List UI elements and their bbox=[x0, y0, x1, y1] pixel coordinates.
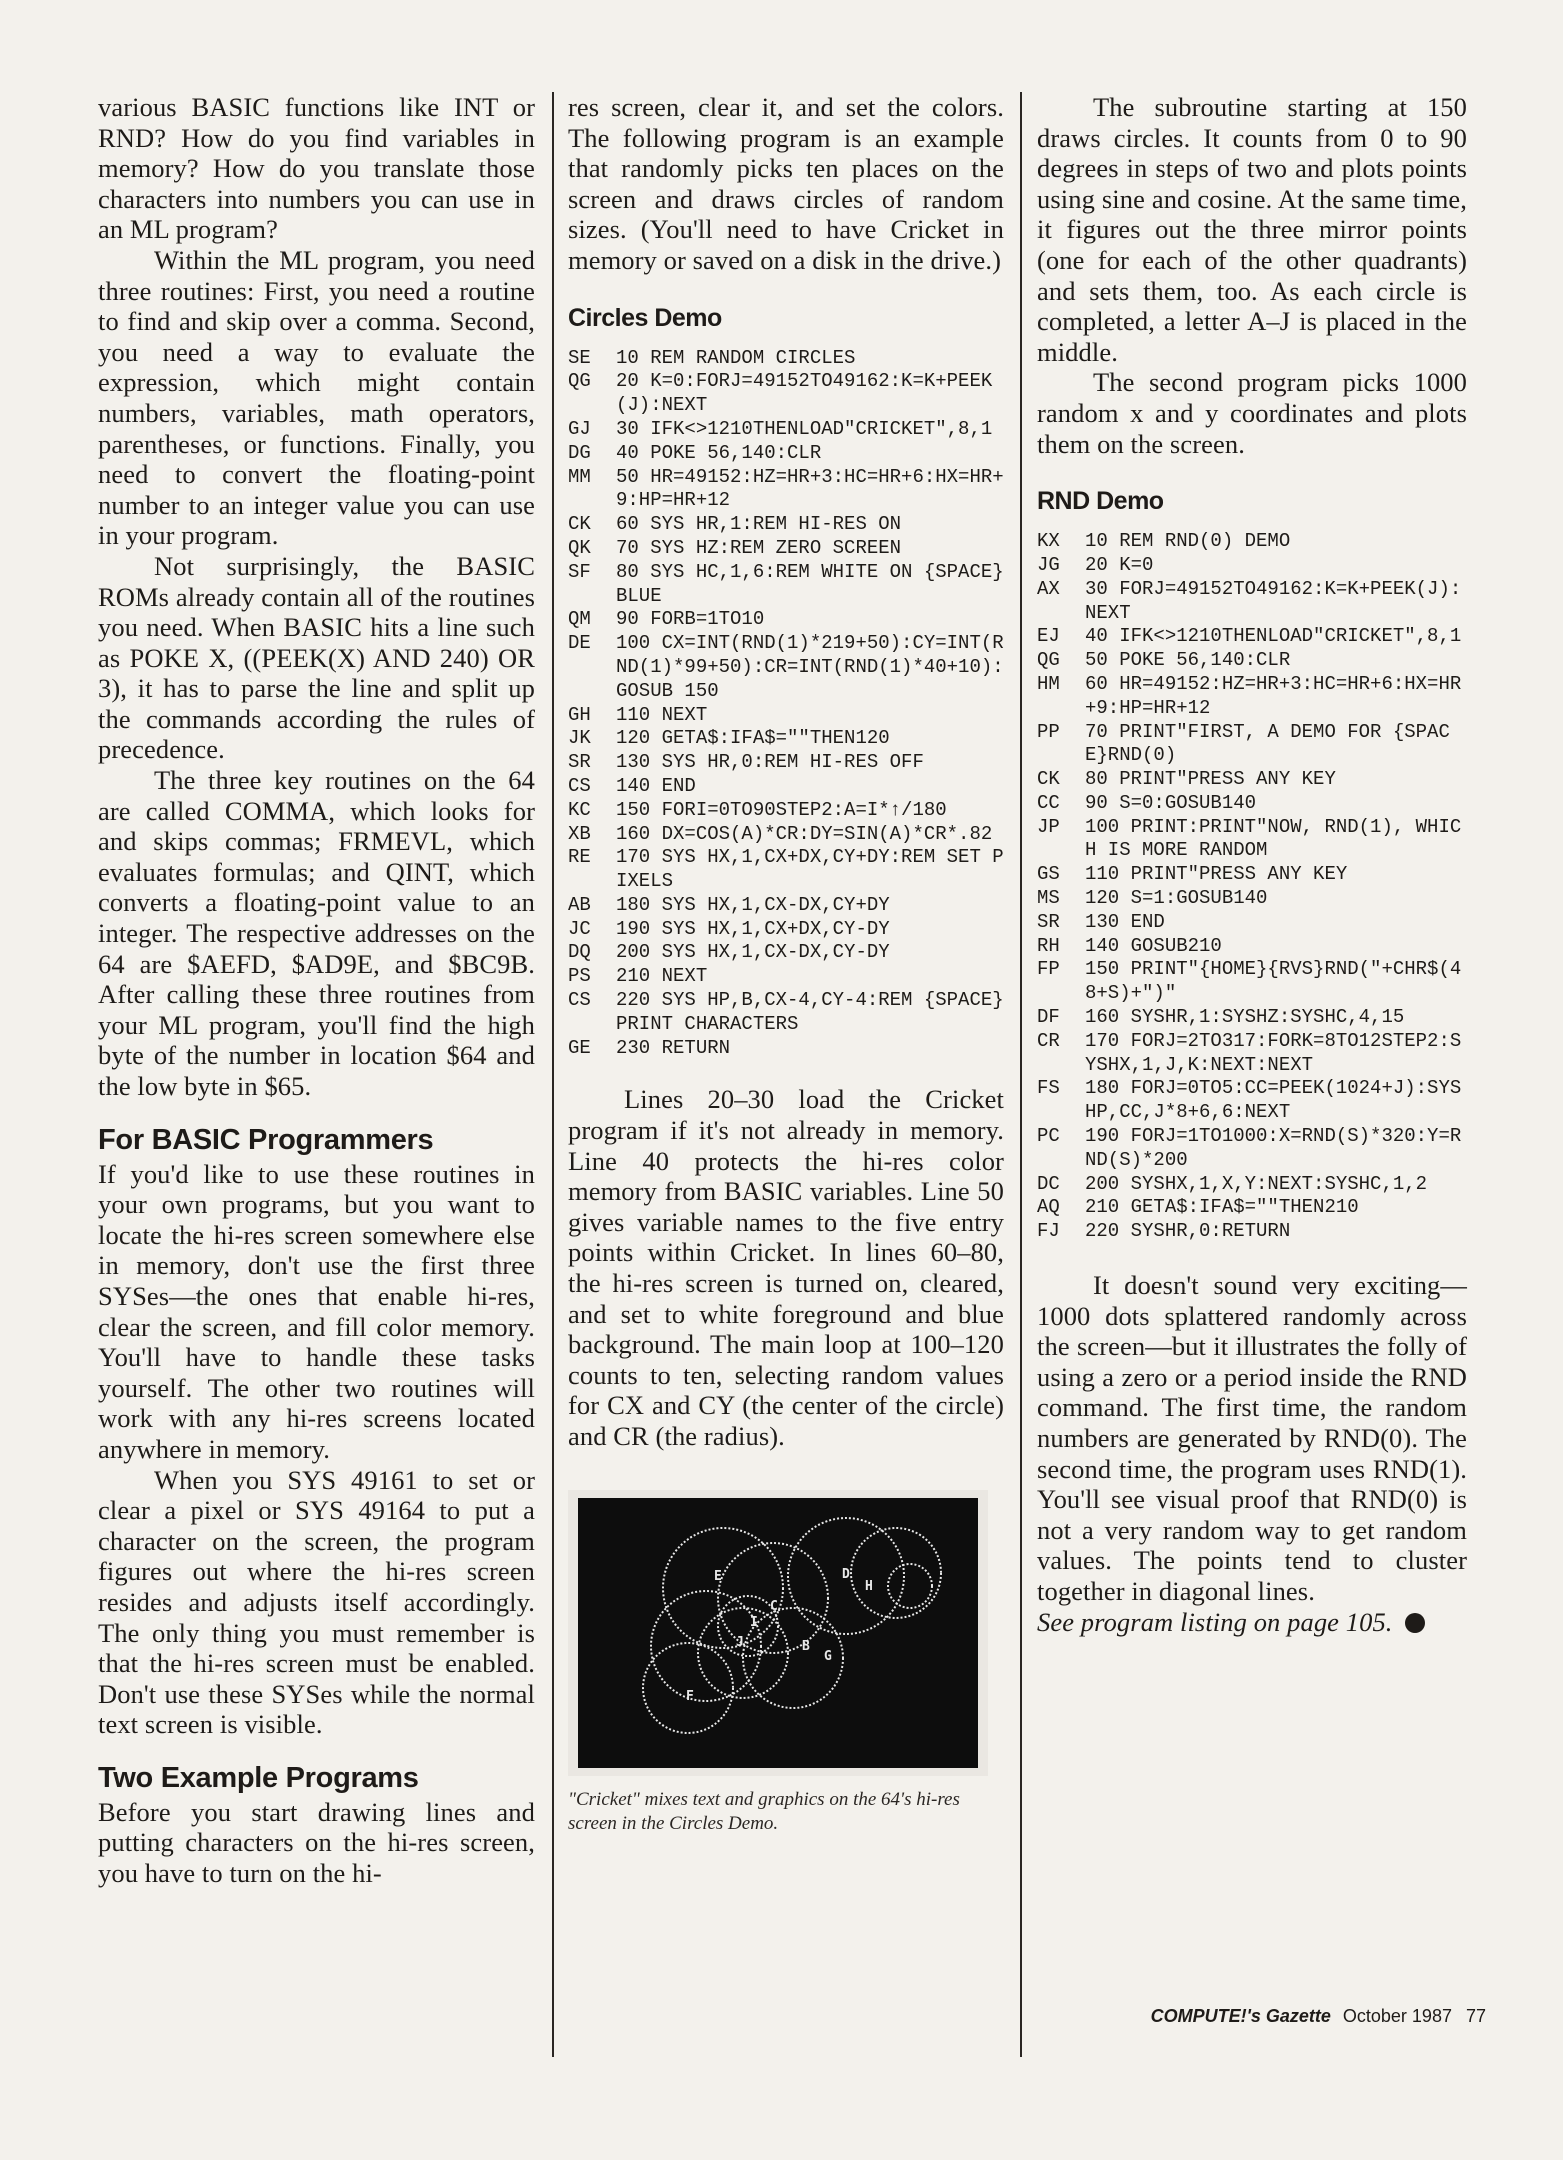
code-line bbox=[568, 513, 1004, 537]
checksum: SR bbox=[1037, 910, 1060, 933]
code-line bbox=[1037, 554, 1467, 578]
checksum: SF bbox=[568, 560, 591, 583]
code-text: 110 PRINT"PRESS ANY KEY bbox=[1085, 863, 1348, 886]
code-text: 140 END bbox=[616, 774, 696, 797]
code-text: 160 DX=COS(A)*CR:DY=SIN(A)*CR*.82 bbox=[616, 822, 993, 845]
page-number: 77 bbox=[1465, 2006, 1486, 2026]
end-mark-icon bbox=[1405, 1613, 1425, 1633]
code-line bbox=[1037, 1196, 1467, 1220]
code-line bbox=[1037, 1030, 1467, 1078]
code-line bbox=[1037, 816, 1467, 864]
circle-letter: C bbox=[770, 1598, 778, 1614]
code-text: 10 REM RND(0) DEMO bbox=[1085, 530, 1291, 553]
section-heading-basic-programmers: For BASIC Programmers bbox=[98, 1123, 434, 1156]
checksum: FP bbox=[1037, 958, 1060, 981]
code-text: 150 PRINT"{HOME}{RVS}RND("+CHR$(48+S)+")" bbox=[1085, 958, 1462, 1005]
code-line bbox=[1037, 911, 1467, 935]
code-line bbox=[1037, 530, 1467, 554]
checksum: CC bbox=[1037, 791, 1060, 814]
code-text: 10 REM RANDOM CIRCLES bbox=[616, 346, 856, 369]
code-text: 120 S=1:GOSUB140 bbox=[1085, 887, 1268, 910]
program-listing-reference: See program listing on page 105. bbox=[1037, 1606, 1393, 1637]
checksum: HM bbox=[1037, 672, 1060, 695]
checksum: CS bbox=[568, 989, 591, 1012]
code-line bbox=[568, 894, 1004, 918]
screen-background bbox=[578, 1498, 978, 1768]
code-text: 80 PRINT"PRESS ANY KEY bbox=[1085, 768, 1336, 791]
checksum: DC bbox=[1037, 1172, 1060, 1195]
checksum: KC bbox=[568, 798, 591, 821]
checksum: JP bbox=[1037, 815, 1060, 838]
code-text: 170 FORJ=2TO317:FORK=8TO12STEP2:SYSHX,1,J,K:NEXT:NEXT bbox=[1085, 1029, 1462, 1076]
circle-letter: E bbox=[714, 1568, 722, 1584]
paragraph: If you'd like to use these routines in your own programs, but you want to locate the hi-res screen somewhere else in memory, don't use the first three SYSes—the ones that enable hi-res, clear the screen, and fill color memory. You'll have to handle these tasks yourself. The other two routines will work with any hi-res screens located anywhere in memory. bbox=[98, 1158, 535, 1464]
circle-letter: I bbox=[750, 1614, 758, 1630]
code-text: 220 SYS HP,B,CX-4,CY-4:REM {SPACE}PRINT CHARACTERS bbox=[616, 989, 1004, 1035]
code-line bbox=[568, 442, 1004, 466]
checksum: PS bbox=[568, 965, 591, 988]
paragraph: res screen, clear it, and set the colors. The following program is an example that randomly picks ten places on the screen and draws circles of random sizes. (You'll need to have Cricket in memory or saved on a disk in the drive.) bbox=[568, 92, 1004, 275]
code-text: 80 SYS HC,1,6:REM WHITE ON {SPACE}BLUE bbox=[616, 560, 1004, 607]
paragraph: various BASIC functions like INT or RND? How do you find variables in memory? How do you translate those characters into numbers you can use in an ML program? bbox=[98, 92, 535, 245]
code-text: 90 FORB=1TO10 bbox=[616, 608, 765, 631]
checksum: GH bbox=[568, 703, 591, 726]
code-line bbox=[568, 727, 1004, 751]
code-text: 180 FORJ=0TO5:CC=PEEK(1024+J):SYSHP,CC,J*8+6,6:NEXT bbox=[1085, 1077, 1462, 1124]
column-3 bbox=[1037, 92, 1467, 1637]
code-line bbox=[1037, 935, 1467, 959]
column-1 bbox=[98, 92, 535, 1889]
code-line bbox=[1037, 578, 1467, 626]
code-line bbox=[568, 989, 1004, 1037]
checksum: GE bbox=[568, 1036, 591, 1059]
code-line bbox=[568, 466, 1004, 514]
circle-letter: D bbox=[842, 1566, 850, 1582]
circle-letter: J bbox=[736, 1634, 744, 1650]
code-text: 50 HR=49152:HZ=HR+3:HC=HR+6:HX=HR+9:HP=HR+12 bbox=[616, 465, 1004, 512]
checksum: GS bbox=[1037, 863, 1060, 886]
checksum: RH bbox=[1037, 934, 1060, 957]
code-line bbox=[568, 418, 1004, 442]
code-line bbox=[568, 751, 1004, 775]
code-text: 70 PRINT"FIRST, A DEMO FOR {SPACE}RND(0) bbox=[1085, 720, 1450, 767]
circle-letter: B bbox=[802, 1638, 810, 1654]
code-text: 220 SYSHR,0:RETURN bbox=[1085, 1220, 1291, 1243]
checksum: QK bbox=[568, 536, 591, 559]
paragraph: Within the ML program, you need three routines: First, you need a routine to find and skip over a comma. Second, you need a way to evaluate the expression, which might contain numbers, variables, math operators, parentheses, or functions. Finally, you need to convert the floating-point number to an integer value you can use in your program. bbox=[98, 244, 535, 551]
hires-screen-image bbox=[578, 1498, 978, 1768]
circle-letter: F bbox=[686, 1688, 694, 1704]
column-rule-left bbox=[552, 92, 554, 2057]
code-line bbox=[568, 561, 1004, 609]
code-text: 30 IFK<>1210THENLOAD"CRICKET",8,1 bbox=[616, 417, 993, 440]
checksum: AB bbox=[568, 893, 591, 916]
code-text: 20 K=0 bbox=[1085, 553, 1154, 576]
code-text: 100 PRINT:PRINT"NOW, RND(1), WHICH IS MORE RANDOM bbox=[1085, 815, 1462, 862]
checksum: XB bbox=[568, 822, 591, 845]
code-text: 70 SYS HZ:REM ZERO SCREEN bbox=[616, 536, 902, 559]
checksum: AX bbox=[1037, 577, 1060, 600]
code-text: 200 SYSHX,1,X,Y:NEXT:SYSHC,1,2 bbox=[1085, 1172, 1428, 1195]
checksum: SR bbox=[568, 751, 591, 774]
code-line bbox=[568, 965, 1004, 989]
checksum: RE bbox=[568, 846, 591, 869]
checksum: PP bbox=[1037, 720, 1060, 743]
code-text: 60 HR=49152:HZ=HR+3:HC=HR+6:HX=HR+9:HP=HR+12 bbox=[1085, 672, 1462, 719]
checksum: QG bbox=[1037, 649, 1060, 672]
checksum: JG bbox=[1037, 553, 1060, 576]
checksum: PC bbox=[1037, 1125, 1060, 1148]
code-text: 210 GETA$:IFA$=""THEN210 bbox=[1085, 1196, 1359, 1219]
code-text: 130 END bbox=[1085, 910, 1165, 933]
checksum: AQ bbox=[1037, 1196, 1060, 1219]
code-line bbox=[1037, 792, 1467, 816]
code-text: 160 SYSHR,1:SYSHZ:SYSHC,4,15 bbox=[1085, 1006, 1405, 1029]
code-text: 130 SYS HR,0:REM HI-RES OFF bbox=[616, 751, 924, 774]
checksum: SE bbox=[568, 346, 591, 369]
column-2 bbox=[568, 92, 1004, 1836]
checksum: DQ bbox=[568, 941, 591, 964]
code-listing-rnd-demo bbox=[1037, 530, 1467, 1244]
magazine-name: COMPUTE!'s Gazette bbox=[1150, 2006, 1331, 2026]
paragraph: Lines 20–30 load the Cricket program if it's not already in memory. Line 40 protects the hi-res color memory from BASIC variables. Line 50 gives variable names to the five entry points within Cricket. In lines 60–80, the hi-res screen is turned on, cleared, and set to white foreground and blue background. The main loop at 100–120 counts to ten, selecting random values for CX and CY (the center of the circle) and CR (the radius). bbox=[568, 1084, 1004, 1451]
code-line bbox=[1037, 1077, 1467, 1125]
paragraph: The three key routines on the 64 are called COMMA, which looks for and skips commas; FRMEVL, which evaluates formulas; and QINT, which converts a floating-point value to an integer. The respective addresses on the 64 are $AEFD, $AD9E, and $BC9B. After calling these three routines from your ML program, you'll find the high byte of the number in location $64 and the low byte in $65. bbox=[98, 765, 535, 1101]
code-text: 40 IFK<>1210THENLOAD"CRICKET",8,1 bbox=[1085, 625, 1462, 648]
code-line bbox=[568, 918, 1004, 942]
column-rule-right bbox=[1020, 92, 1022, 2057]
code-text: 120 GETA$:IFA$=""THEN120 bbox=[616, 727, 890, 750]
code-line bbox=[1037, 1220, 1467, 1244]
code-line bbox=[568, 846, 1004, 894]
checksum: JK bbox=[568, 727, 591, 750]
code-text: 90 S=0:GOSUB140 bbox=[1085, 791, 1257, 814]
code-line bbox=[568, 537, 1004, 561]
code-line bbox=[568, 775, 1004, 799]
issue-date: October 1987 bbox=[1342, 2006, 1452, 2026]
checksum: CR bbox=[1037, 1029, 1060, 1052]
checksum: MS bbox=[1037, 887, 1060, 910]
code-text: 190 SYS HX,1,CX+DX,CY-DY bbox=[616, 917, 890, 940]
code-text: 40 POKE 56,140:CLR bbox=[616, 441, 822, 464]
code-line bbox=[1037, 1173, 1467, 1197]
paragraph: When you SYS 49161 to set or clear a pixel or SYS 49164 to put a character on the screen, the program figures out where the hi-res screen resides and adjusts itself accordingly. The only thing you must remember is that the hi-res screen must be enabled. Don't use these SYSes while the normal text screen is visible. bbox=[98, 1464, 535, 1740]
code-text: 100 CX=INT(RND(1)*219+50):CY=INT(RND(1)*99+50):CR=INT(RND(1)*40+10):GOSUB 150 bbox=[616, 632, 1004, 702]
code-text: 60 SYS HR,1:REM HI-RES ON bbox=[616, 513, 902, 536]
checksum: DG bbox=[568, 441, 591, 464]
checksum: JC bbox=[568, 917, 591, 940]
code-line bbox=[568, 799, 1004, 823]
code-line bbox=[568, 632, 1004, 703]
code-listing-circles-demo bbox=[568, 347, 1004, 1061]
checksum: FS bbox=[1037, 1077, 1060, 1100]
code-text: 210 NEXT bbox=[616, 965, 708, 988]
listing-title-rnd-demo: RND Demo bbox=[1037, 487, 1164, 516]
paragraph: Not surprisingly, the BASIC ROMs already contain all of the routines you need. When BASIC hits a line such as POKE X, ((PEEK(X) AND 240) OR 3), it has to parse the line and split up the commands according the rules of precedence. bbox=[98, 550, 535, 765]
code-line bbox=[568, 370, 1004, 418]
code-text: 200 SYS HX,1,CX-DX,CY-DY bbox=[616, 941, 890, 964]
paragraph: The subroutine starting at 150 draws circles. It counts from 0 to 90 degrees in steps of two and plots points using sine and cosine. At the same time, it figures out the three mirror points (one for each of the other quadrants) and sets them, too. As each circle is completed, a letter A–J is placed in the middle. bbox=[1037, 92, 1467, 367]
code-line bbox=[1037, 768, 1467, 792]
code-line bbox=[1037, 887, 1467, 911]
checksum: DF bbox=[1037, 1006, 1060, 1029]
code-line bbox=[568, 608, 1004, 632]
checksum: KX bbox=[1037, 530, 1060, 553]
code-text: 190 FORJ=1TO1000:X=RND(S)*320:Y=RND(S)*200 bbox=[1085, 1125, 1462, 1171]
checksum: CS bbox=[568, 774, 591, 797]
screenshot-figure bbox=[568, 1490, 988, 1776]
code-text: 110 NEXT bbox=[616, 703, 708, 726]
checksum: QG bbox=[568, 370, 591, 393]
section-heading-example-programs: Two Example Programs bbox=[98, 1761, 419, 1794]
code-line bbox=[568, 823, 1004, 847]
paragraph: It doesn't sound very exciting—1000 dots splattered randomly across the screen—but it illustrates the folly of using a zero or a period inside the RND command. The first time, the random numbers are generated by RND(0). The second time, the program uses RND(1). You'll see visual proof that RND(0) is not a very random way to get random values. The points tend to cluster together in diagonal lines. bbox=[1037, 1270, 1467, 1606]
code-line bbox=[1037, 673, 1467, 721]
code-text: 20 K=0:FORJ=49152TO49162:K=K+PEEK(J):NEXT bbox=[616, 370, 993, 417]
code-line bbox=[1037, 1006, 1467, 1030]
code-line bbox=[1037, 958, 1467, 1006]
checksum: CK bbox=[568, 513, 591, 536]
code-line bbox=[1037, 1125, 1467, 1173]
checksum: MM bbox=[568, 465, 591, 488]
code-text: 180 SYS HX,1,CX-DX,CY+DY bbox=[616, 893, 890, 916]
code-line bbox=[1037, 649, 1467, 673]
checksum: EJ bbox=[1037, 625, 1060, 648]
code-text: 230 RETURN bbox=[616, 1036, 731, 1059]
checksum: GJ bbox=[568, 417, 591, 440]
paragraph: The second program picks 1000 random x and y coordinates and plots them on the screen. bbox=[1037, 367, 1467, 459]
figure-caption: "Cricket" mixes text and graphics on the 64's hi-res screen in the Circles Demo. bbox=[568, 1788, 960, 1834]
checksum: CK bbox=[1037, 768, 1060, 791]
code-line bbox=[568, 347, 1004, 371]
code-text: 140 GOSUB210 bbox=[1085, 934, 1222, 957]
code-text: 50 POKE 56,140:CLR bbox=[1085, 649, 1291, 672]
code-line bbox=[1037, 625, 1467, 649]
code-line bbox=[568, 704, 1004, 728]
page-footer bbox=[1151, 2006, 1486, 2027]
checksum: DE bbox=[568, 632, 591, 655]
checksum: FJ bbox=[1037, 1220, 1060, 1243]
code-line bbox=[1037, 863, 1467, 887]
listing-title-circles-demo: Circles Demo bbox=[568, 303, 722, 332]
code-text: 30 FORJ=49152TO49162:K=K+PEEK(J):NEXT bbox=[1085, 577, 1462, 624]
code-text: 170 SYS HX,1,CX+DX,CY+DY:REM SET PIXELS bbox=[616, 846, 1004, 893]
circle-letter: G bbox=[824, 1648, 832, 1664]
signoff-line bbox=[1037, 1607, 1467, 1638]
code-line bbox=[1037, 721, 1467, 769]
code-line bbox=[568, 941, 1004, 965]
paragraph: Before you start drawing lines and putting characters on the hi-res screen, you have to turn on the hi- bbox=[98, 1796, 535, 1889]
circle-letter: H bbox=[865, 1578, 873, 1594]
code-text: 150 FORI=0TO90STEP2:A=I*↑/180 bbox=[616, 798, 947, 821]
checksum: QM bbox=[568, 608, 591, 631]
code-line bbox=[568, 1037, 1004, 1061]
